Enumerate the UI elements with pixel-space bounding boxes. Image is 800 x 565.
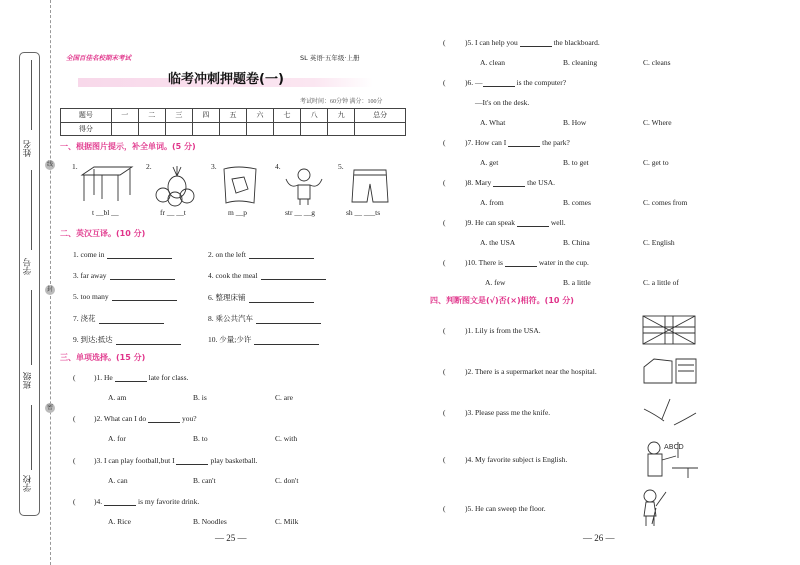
question-stem (465, 218, 566, 227)
translation-prompt: 7. 浇花 (73, 314, 96, 323)
seal-mark: 封 (46, 286, 53, 293)
seal-mark: 密 (46, 404, 53, 411)
item-number: 5. (338, 162, 344, 171)
student-id-field[interactable] (31, 170, 32, 250)
question-text: play basketball. (210, 455, 258, 465)
score-table (60, 108, 406, 136)
translation-item (208, 292, 314, 303)
translation-prompt: 9. 到达;抵达 (73, 335, 113, 344)
score-header-cell: 二 (138, 109, 165, 123)
translation-prompt: 5. too many (73, 292, 109, 301)
map-picture (218, 165, 263, 207)
question-paren[interactable]: ( (73, 496, 76, 506)
class-label: 班级 (23, 372, 33, 389)
score-cell[interactable] (111, 122, 138, 136)
name-label: 姓名 (23, 140, 33, 157)
buildings-picture (642, 355, 698, 387)
question-text: )4. (94, 496, 104, 506)
answer-blank[interactable] (254, 337, 319, 345)
question-stem (94, 497, 199, 506)
section-1-heading: 一、根据图片提示，补全单词。(5 分) (60, 142, 196, 151)
option[interactable]: C. Milk (275, 516, 299, 526)
question-text: you? (182, 414, 197, 424)
question-text: )6. — (465, 78, 483, 87)
option[interactable]: A. can (108, 475, 128, 485)
question-text: )2. What can I do (94, 414, 149, 424)
option[interactable]: C. are (275, 393, 293, 402)
translation-item (208, 271, 326, 280)
answer-blank[interactable] (112, 293, 177, 301)
option[interactable]: B. cleaning (563, 57, 598, 67)
option[interactable]: C. Where (643, 117, 672, 127)
option[interactable]: B. is (193, 393, 207, 402)
score-cell[interactable] (138, 122, 165, 136)
section-4-heading: 四、判断图文是(√)否(×)相符。(10 分) (430, 296, 574, 305)
question-stem (94, 373, 188, 382)
answer-line: —It's on the desk. (475, 98, 530, 107)
score-header-cell: 八 (301, 109, 328, 123)
question-stem (465, 38, 600, 47)
translation-prompt: 8. 乘公共汽车 (208, 314, 253, 323)
question-paren[interactable]: ( (443, 78, 446, 87)
score-header-cell: 题号 (61, 109, 112, 123)
score-cell[interactable] (192, 122, 219, 136)
word-blank[interactable]: sh __ ___ts (346, 208, 381, 217)
question-text: late for class. (148, 373, 189, 382)
option[interactable]: B. to (193, 434, 208, 444)
seal-mark: 线 (46, 161, 53, 168)
option[interactable]: A. am (108, 393, 127, 402)
answer-blank[interactable] (517, 219, 549, 227)
name-field[interactable] (31, 60, 32, 130)
answer-blank[interactable] (256, 316, 321, 324)
option[interactable]: C. get to (643, 157, 669, 167)
judge-statement: )3. Please pass me the knife. (465, 408, 551, 417)
question-text: well. (550, 218, 566, 227)
option[interactable]: B. a little (563, 277, 591, 287)
question-text: is my favorite drink. (138, 496, 200, 506)
score-cell[interactable] (328, 122, 355, 136)
answer-blank[interactable] (520, 39, 552, 47)
judge-statement: )5. He can sweep the floor. (465, 504, 546, 513)
score-header-cell: 总分 (355, 109, 406, 123)
word-blank[interactable]: fr __ __t (160, 208, 186, 217)
question-text: )7. How can I (465, 138, 509, 147)
item-number: 2. (146, 162, 152, 171)
school-field[interactable] (31, 405, 32, 470)
score-header-cell: 一 (111, 109, 138, 123)
question-paren[interactable]: ( (443, 218, 446, 227)
question-stem (94, 456, 258, 465)
table-picture (80, 165, 135, 203)
score-cell[interactable] (355, 122, 406, 136)
translation-prompt: 2. on the left (208, 250, 246, 259)
question-paren[interactable]: ( (443, 258, 446, 267)
option[interactable]: C. with (275, 434, 298, 444)
translation-item (73, 250, 172, 259)
option[interactable]: B. to get (563, 157, 589, 167)
question-paren[interactable]: ( (73, 373, 76, 382)
translation-item (73, 313, 164, 324)
option[interactable]: C. cleans (643, 57, 671, 67)
option[interactable]: A. What (480, 117, 506, 127)
option[interactable]: C. English (643, 237, 675, 247)
answer-blank[interactable] (104, 498, 136, 506)
translation-item (208, 250, 314, 259)
shorts-picture (350, 168, 390, 206)
binding-line (50, 0, 51, 565)
question-text: the blackboard. (553, 38, 600, 47)
strong-man-picture (282, 165, 327, 207)
section-2-heading: 二、英汉互译。(10 分) (60, 229, 146, 238)
option[interactable]: C. don't (275, 475, 299, 485)
question-paren[interactable]: ( (443, 178, 446, 187)
option[interactable]: B. China (563, 237, 590, 247)
option[interactable]: A. Rice (108, 516, 131, 526)
option[interactable]: B. comes (563, 197, 591, 207)
option[interactable]: A. few (485, 277, 506, 287)
option[interactable]: A. the USA (480, 237, 516, 247)
option[interactable]: B. How (563, 117, 587, 127)
sweeping-boy-picture (640, 488, 670, 528)
option[interactable]: B. Noodles (193, 516, 227, 526)
question-paren[interactable]: ( (73, 414, 76, 424)
item-number: 1. (72, 162, 78, 171)
board-text: ABCD (664, 443, 684, 451)
judge-paren[interactable]: ( (443, 326, 446, 335)
question-text: )3. I can play football,but I (94, 455, 177, 465)
question-text: )5. I can help you (465, 38, 520, 47)
score-cell[interactable] (219, 122, 246, 136)
question-text: water in the cup. (538, 258, 589, 267)
question-text: )8. Mary (465, 178, 494, 187)
score-row-label: 得分 (61, 122, 112, 136)
question-paren[interactable]: ( (443, 38, 446, 47)
series-name: 全国百佳名校期末考试 (66, 54, 131, 62)
judge-paren[interactable]: ( (443, 504, 446, 513)
answer-blank[interactable] (483, 79, 515, 87)
score-header-cell: 四 (192, 109, 219, 123)
judge-paren[interactable]: ( (443, 367, 446, 376)
student-info-box (19, 52, 40, 516)
option[interactable]: A. from (480, 197, 504, 207)
question-text: the park? (542, 138, 570, 147)
word-blank[interactable]: m __p (228, 208, 247, 217)
item-number: 4. (275, 162, 281, 171)
page-number-right: — 26 — (583, 533, 615, 543)
score-header-cell: 三 (165, 109, 192, 123)
score-header-cell: 五 (219, 109, 246, 123)
fruit-picture (153, 165, 198, 207)
section-3-heading: 三、单项选择。(15 分) (60, 353, 146, 362)
answer-blank[interactable] (249, 295, 314, 303)
question-stem (465, 138, 570, 147)
passing-knife-picture (642, 397, 698, 429)
translation-item (73, 271, 175, 280)
option[interactable]: C. a little of (643, 277, 679, 287)
translation-prompt: 3. far away (73, 271, 107, 280)
translation-item (73, 334, 181, 345)
translation-item (208, 313, 321, 324)
word-blank[interactable]: str __ __g (285, 208, 315, 217)
question-stem (465, 258, 589, 267)
exam-info: 考试时间：60分钟 满分：100分 (300, 99, 383, 105)
question-text: )9. He can speak (465, 218, 517, 227)
answer-blank[interactable] (508, 139, 540, 147)
translation-item (73, 292, 177, 301)
uk-flag-picture (642, 315, 696, 345)
answer-blank[interactable] (115, 374, 147, 382)
translation-prompt: 10. 少量;少许 (208, 335, 252, 344)
question-stem (465, 178, 555, 187)
question-stem (94, 414, 197, 423)
option[interactable]: C. comes from (643, 197, 688, 207)
class-field[interactable] (31, 290, 32, 365)
score-cell[interactable] (165, 122, 192, 136)
question-text: the USA. (527, 178, 556, 187)
question-stem (465, 78, 566, 87)
translation-prompt: 4. cook the meal (208, 271, 258, 280)
score-cell[interactable] (246, 122, 273, 136)
page-title: 临考冲刺押题卷(一) (168, 72, 284, 87)
answer-blank[interactable] (261, 272, 326, 280)
answer-blank[interactable] (107, 251, 172, 259)
score-header-cell: 六 (246, 109, 273, 123)
english-class-picture (642, 438, 698, 480)
answer-blank[interactable] (505, 259, 537, 267)
student-id-label: 学号 (23, 258, 33, 275)
score-cell[interactable] (274, 122, 301, 136)
school-label: 学校 (23, 475, 33, 492)
question-text: )10. There is (465, 258, 505, 267)
option[interactable]: A. for (108, 434, 126, 444)
judge-paren[interactable]: ( (443, 455, 446, 464)
judge-statement: )2. There is a supermarket near the hospital. (465, 367, 597, 376)
book-label: SL 英语·五年级·上册 (300, 54, 360, 62)
item-number: 3. (211, 162, 217, 171)
translation-prompt: 6. 整理床铺 (208, 293, 246, 302)
option[interactable]: A. get (480, 157, 499, 167)
answer-blank[interactable] (110, 272, 175, 280)
option[interactable]: B. can't (193, 475, 216, 485)
option[interactable]: A. clean (480, 57, 505, 67)
score-header-cell: 七 (274, 109, 301, 123)
score-header-cell: 九 (328, 109, 355, 123)
judge-statement: )4. My favorite subject is English. (465, 455, 568, 464)
question-paren[interactable]: ( (73, 455, 76, 465)
page-number-left: — 25 — (215, 533, 247, 543)
judge-paren[interactable]: ( (443, 408, 446, 417)
word-blank[interactable]: t __bl __ (92, 208, 119, 217)
answer-blank[interactable] (148, 415, 180, 423)
answer-blank[interactable] (249, 251, 314, 259)
translation-item (208, 334, 319, 345)
score-cell[interactable] (301, 122, 328, 136)
question-paren[interactable]: ( (443, 138, 446, 147)
answer-blank[interactable] (493, 179, 525, 187)
question-text: is the computer? (516, 78, 567, 87)
judge-statement: )1. Lily is from the USA. (465, 326, 541, 335)
question-text: )1. He (94, 373, 115, 382)
answer-blank[interactable] (116, 337, 181, 345)
translation-prompt: 1. come in (73, 250, 105, 259)
answer-blank[interactable] (176, 457, 208, 465)
answer-blank[interactable] (99, 316, 164, 324)
